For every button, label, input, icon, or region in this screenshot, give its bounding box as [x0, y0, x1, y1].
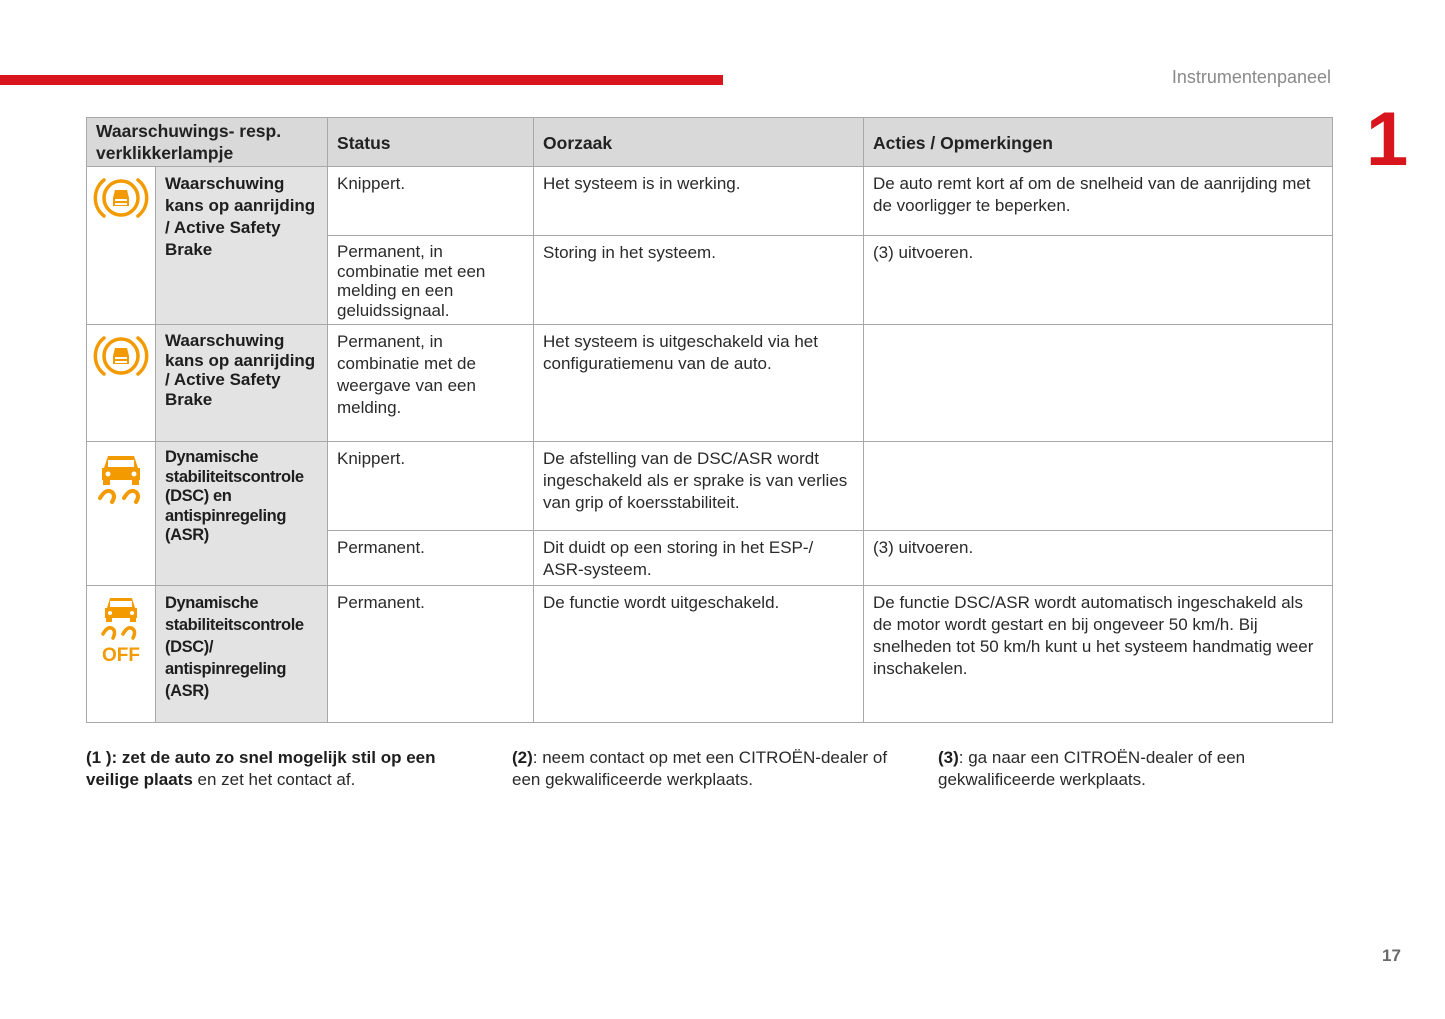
table-header-row — [87, 118, 1333, 167]
lamp-name: Waarschuwing kans op aanrijding / Active Safety Brake — [156, 325, 328, 442]
lamp-cell — [87, 325, 156, 442]
status-cell: Knippert. — [328, 167, 534, 236]
footnote-3 — [938, 747, 1338, 791]
collision-alert-icon — [92, 175, 150, 221]
cause-cell: Dit duidt op een storing in het ESP-/ ASR-systeem. — [534, 531, 864, 586]
cause-cell: Het systeem is in werking. — [534, 167, 864, 236]
skid-car-icon — [94, 450, 148, 508]
cause-cell: Het systeem is uitgeschakeld via het configuratiemenu van de auto. — [534, 325, 864, 442]
chapter-number: 1 — [1366, 97, 1409, 182]
column-header-lamp: Waarschuwings- resp. verklikkerlampje — [87, 118, 328, 167]
action-cell — [864, 325, 1333, 442]
cause-cell: Storing in het systeem. — [534, 236, 864, 325]
footnote-2 — [512, 747, 912, 791]
cause-cell: De functie wordt uitgeschakeld. — [534, 586, 864, 723]
status-cell: Permanent. — [328, 531, 534, 586]
lamp-name: Dynamische stabiliteitscontrole (DSC) en antispinregeling (ASR) — [156, 442, 328, 586]
footnote-label: (3) — [938, 748, 959, 767]
action-cell: De functie DSC/ASR wordt automatisch ingeschakeld als de motor wordt gestart en bij ongeveer 50 km/h. Bij snelheden tot 50 km/h kunt u het systeem handmatig weer inschakelen. — [864, 586, 1333, 723]
status-cell: Permanent, in combinatie met een melding en een geluidssignaal. — [328, 236, 534, 325]
action-cell: (3) uitvoeren. — [864, 531, 1333, 586]
footnote-bold-text: : zet de auto zo snel mogelijk stil op een veilige plaats — [86, 748, 436, 789]
section-title: Instrumentenpaneel — [1171, 67, 1331, 87]
collision-alert-icon — [92, 333, 150, 379]
lamp-cell — [87, 167, 156, 325]
table-row — [87, 167, 1333, 236]
footnote-1 — [86, 747, 486, 791]
lamp-name: Waarschuwing kans op aanrijding / Active Safety Brake — [156, 167, 328, 325]
cause-cell: De afstelling van de DSC/ASR wordt ingeschakeld als er sprake is van verlies van grip of koersstabiliteit. — [534, 442, 864, 531]
footnote-text: : ga naar een CITROËN-dealer of een gekwalificeerde werkplaats. — [938, 748, 1246, 789]
status-cell: Knippert. — [328, 442, 534, 531]
footnote-label: (2) — [512, 748, 533, 767]
action-cell: (3) uitvoeren. — [864, 236, 1333, 325]
footnote-text: : neem contact op met een CITROËN-dealer of een gekwalificeerde werkplaats. — [512, 748, 888, 789]
page-number: 17 — [1382, 946, 1401, 965]
table-row — [87, 325, 1333, 442]
lamp-cell — [87, 586, 156, 723]
status-cell: Permanent. — [328, 586, 534, 723]
status-cell: Permanent, in combinatie met de weergave van een melding. — [328, 325, 534, 442]
footnote-text: en zet het contact af. — [192, 770, 356, 789]
lamp-name: Dynamische stabiliteitscontrole (DSC)/ antispinregeling (ASR) — [156, 586, 328, 723]
off-label: OFF — [102, 645, 140, 666]
warning-lights-table — [86, 117, 1333, 723]
table-row — [87, 442, 1333, 531]
footnote-label: (1 ) — [86, 748, 112, 767]
column-header-status: Status — [328, 118, 534, 167]
lamp-cell — [87, 442, 156, 586]
column-header-cause: Oorzaak — [534, 118, 864, 167]
skid-car-off-icon — [98, 594, 144, 642]
header-accent-bar — [0, 75, 723, 85]
table-row — [87, 586, 1333, 723]
action-cell: De auto remt kort af om de snelheid van de aanrijding met de voorligger te beperken. — [864, 167, 1333, 236]
column-header-actions: Acties / Opmerkingen — [864, 118, 1333, 167]
action-cell — [864, 442, 1333, 531]
